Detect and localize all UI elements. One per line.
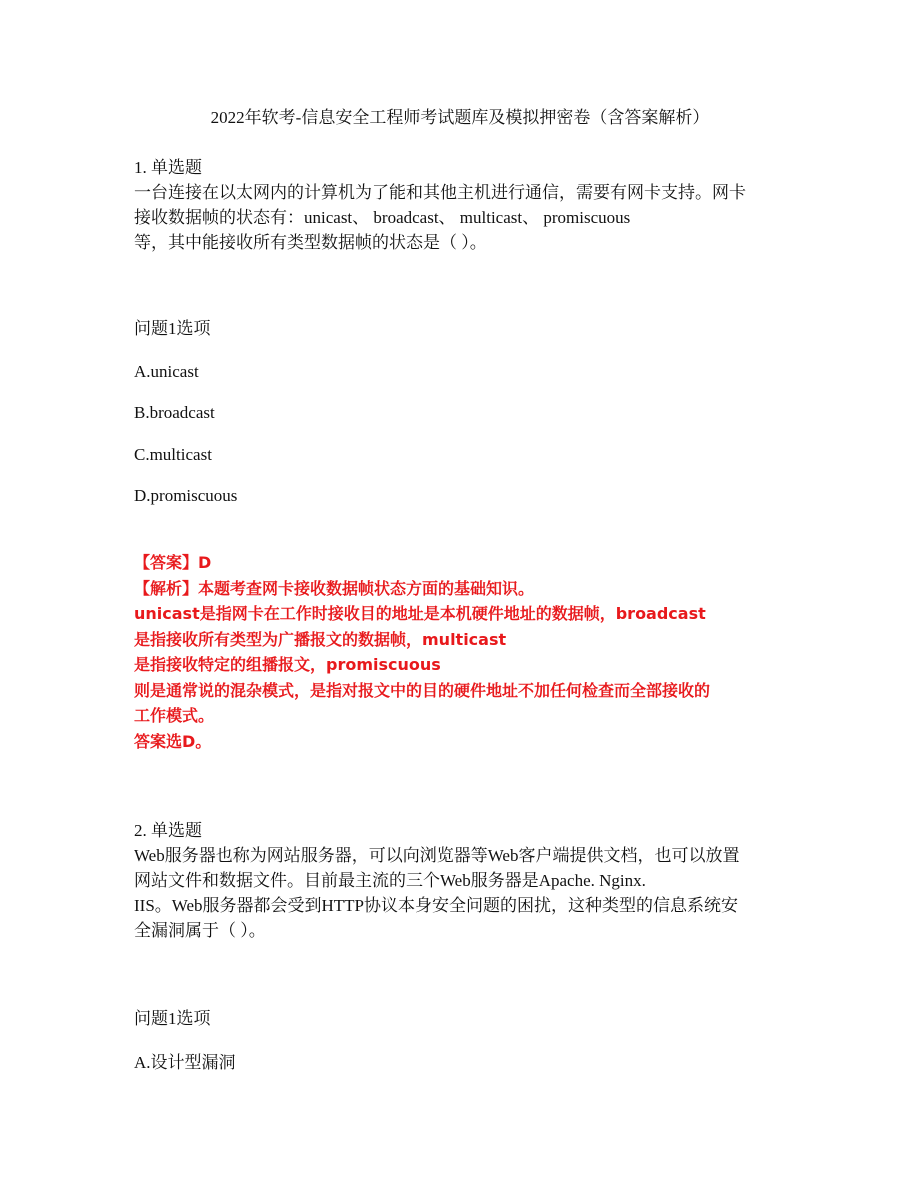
analysis-line: 工作模式。 — [134, 706, 215, 725]
question-1-stem-line-1: 一台连接在以太网内的计算机为了能和其他主机进行通信，需要有网卡支持。网卡 — [134, 183, 746, 202]
question-1-answer-analysis — [134, 550, 794, 754]
question-2 — [134, 818, 794, 943]
question-2-options-label: 问题1选项 — [134, 1009, 211, 1028]
question-2-stem-line-3: IIS。Web服务器都会受到HTTP协议本身安全问题的困扰，这种类型的信息系统安 — [134, 896, 739, 915]
answer-line: 【答案】D — [134, 553, 212, 572]
question-1-option-a: A.unicast — [134, 362, 199, 381]
question-1-stem-line-2: 接收数据帧的状态有：unicast、 broadcast、 multicast、 promiscuous — [134, 208, 631, 227]
question-1-stem-line-3: 等，其中能接收所有类型数据帧的状态是（ ）。 — [134, 233, 487, 252]
question-2-stem-line-2: 网站文件和数据文件。目前最主流的三个Web服务器是Apache. Nginx. — [134, 871, 646, 890]
question-2-type: 2. 单选题 — [134, 821, 202, 840]
answer-conclusion-line: 答案选D。 — [134, 731, 212, 751]
question-1-option-d: D.promiscuous — [134, 486, 238, 505]
analysis-line: 是指接收特定的组播报文，promiscuous — [134, 655, 441, 674]
question-1-option-c: C.multicast — [134, 445, 212, 464]
document-title: 2022年软考-信息安全工程师考试题库及模拟押密卷（含答案解析） — [210, 108, 710, 127]
question-1-option-b: B.broadcast — [134, 403, 215, 422]
analysis-line: unicast是指网卡在工作时接收目的地址是本机硬件地址的数据帧，broadcast — [134, 604, 706, 623]
question-1-type: 1. 单选题 — [134, 158, 202, 177]
question-1 — [134, 155, 794, 255]
question-2-option-a: A.设计型漏洞 — [134, 1053, 236, 1072]
analysis-line: 是指接收所有类型为广播报文的数据帧，multicast — [134, 629, 507, 649]
analysis-line: 则是通常说的混杂模式，是指对报文中的目的硬件地址不加任何检查而全部接收的 — [134, 680, 711, 700]
analysis-line: 【解析】本题考查网卡接收数据帧状态方面的基础知识。 — [134, 578, 535, 598]
question-2-stem-line-1: Web服务器也称为网站服务器，可以向浏览器等Web客户端提供文档，也可以放置 — [134, 846, 740, 865]
question-1-options-label: 问题1选项 — [134, 319, 211, 338]
question-2-stem-line-4: 全漏洞属于（ ）。 — [134, 921, 266, 940]
